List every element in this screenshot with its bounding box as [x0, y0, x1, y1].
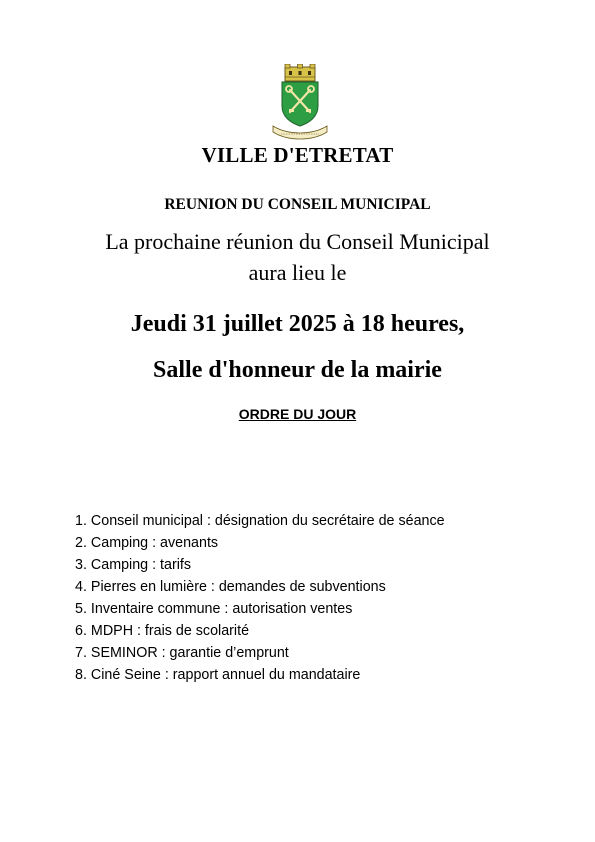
announcement-line-2: aura lieu le: [248, 260, 347, 285]
agenda-item: [75, 664, 445, 686]
agenda-item-number: 8.: [75, 667, 87, 683]
agenda-item-text: Camping : tarifs: [90, 557, 192, 573]
agenda-item-number: 5.: [75, 601, 87, 617]
agenda-item: [75, 532, 445, 554]
meeting-date: Jeudi 31 juillet 2025 à 18 heures,: [130, 311, 465, 337]
agenda-item: [75, 576, 445, 598]
town-name: VILLE D'ETRETAT: [201, 143, 394, 167]
shield-icon: [282, 82, 318, 126]
agenda-item: [75, 510, 445, 532]
meeting-place: Salle d'honneur de la mairie: [153, 357, 442, 383]
agenda-item-number: 3.: [75, 557, 87, 573]
agenda-item-text: Inventaire commune : autorisation ventes: [90, 601, 353, 617]
agenda-item-number: 1.: [75, 513, 87, 529]
agenda-item-number: 4.: [75, 579, 87, 595]
agenda-item: [75, 642, 445, 664]
agenda-item-text: Ciné Seine : rapport annuel du mandataire: [90, 667, 361, 683]
agenda-list: [75, 510, 445, 686]
town-coat-of-arms-icon: [271, 64, 329, 140]
agenda-item-text: SEMINOR : garantie d’emprunt: [90, 645, 289, 661]
agenda-item: [75, 620, 445, 642]
meeting-title: REUNION DU CONSEIL MUNICIPAL: [164, 196, 431, 213]
agenda-item: [75, 598, 445, 620]
agenda-item-number: 2.: [75, 535, 87, 551]
agenda-item-text: Pierres en lumière : demandes de subventions: [90, 579, 386, 595]
agenda-item-number: 6.: [75, 623, 87, 639]
agenda-item-text: Camping : avenants: [90, 535, 219, 551]
motto-scroll-icon: [273, 126, 327, 139]
mural-crown-icon: [285, 64, 315, 81]
agenda-item-number: 7.: [75, 645, 87, 661]
announcement-line-1: La prochaine réunion du Conseil Municipal: [105, 229, 490, 254]
agenda-item-text: MDPH : frais de scolarité: [90, 623, 250, 639]
agenda-item: [75, 554, 445, 576]
agenda-item-text: Conseil municipal : désignation du secrétaire de séance: [90, 513, 445, 529]
agenda-heading: ORDRE DU JOUR: [238, 406, 357, 422]
